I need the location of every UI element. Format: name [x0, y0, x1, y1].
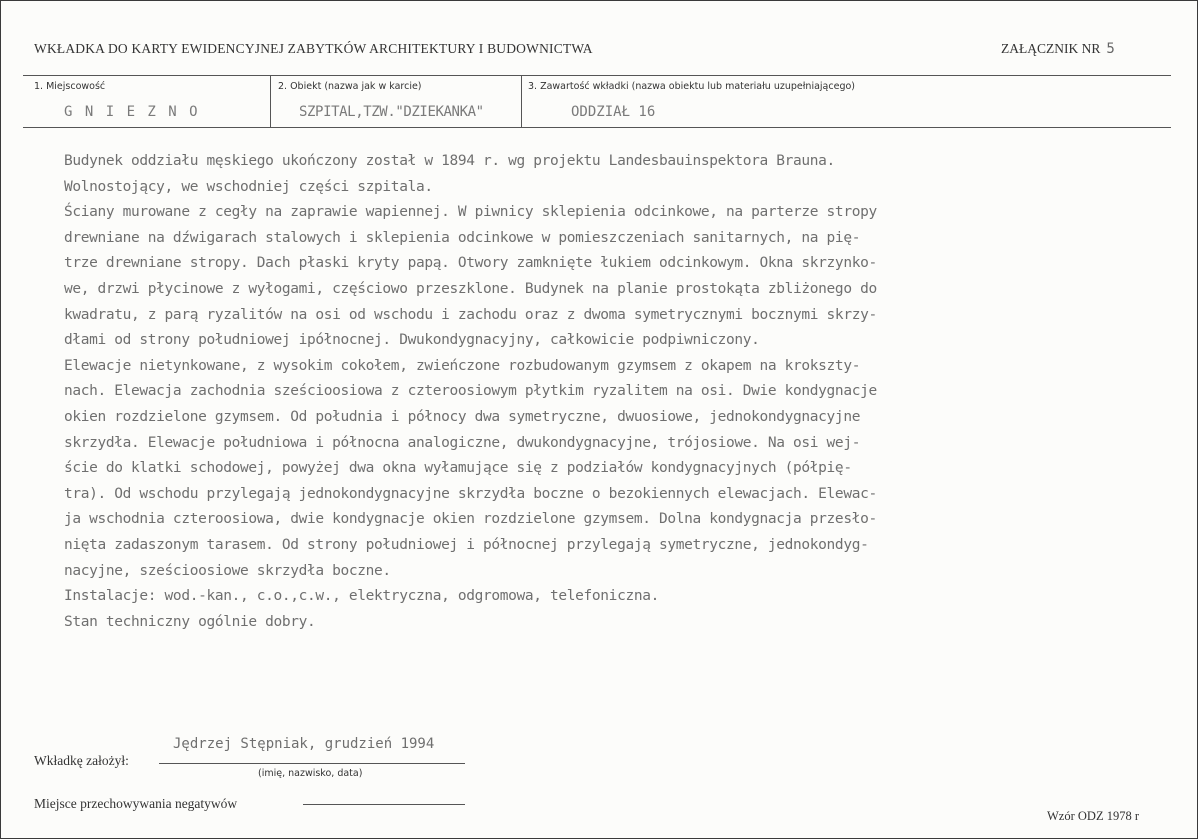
storage-label: Miejsce przechowywania negatywów: [34, 796, 238, 811]
field-divider-1: [270, 76, 271, 127]
object-label: 2. Obiekt (nazwa jak w karcie): [278, 81, 422, 92]
description-line: ście do klatki schodowej, powyżej dwa okna wyłamujące się z podziałów kondygnacyjnych (półpię-: [64, 460, 852, 477]
description-line: nacyjne, sześcioosiowe skrzydła boczne.: [64, 562, 391, 579]
description-line: tra). Od wschodu przylegają jednokondygnacyjne skrzydła boczne o bezokiennych elewacjach. Elewac-: [64, 485, 877, 502]
description-line: dłami od strony południowej ipółnocnej. Dwukondygnacyjny, całkowicie podpiwniczony.: [64, 332, 760, 349]
description-line: Stan techniczny ogólnie dobry.: [64, 613, 316, 630]
description-line: trze drewniane stropy. Dach płaski kryty papą. Otwory zamknięte łukiem odcinkowym. Okna skrzynko-: [64, 255, 877, 272]
card-title: WKŁADKA DO KARTY EWIDENCYJNEJ ZABYTKÓW ARCHITEKTURY I BUDOWNICTWA: [34, 41, 593, 56]
form-template-code: Wzór ODZ 1978 r: [1047, 809, 1139, 823]
description-line: Wolnostojący, we wschodniej części szpitala.: [64, 178, 433, 195]
description-line: skrzydła. Elewacje południowa i północna analogiczne, dwukondygnacyjne, trójosiowe. Na osi wej-: [64, 434, 861, 451]
description-line: Ściany murowane z cegły na zaprawie wapiennej. W piwnicy sklepienia odcinkowe, na parterze stropy: [64, 204, 877, 221]
contents-value: ODDZIAŁ 16: [571, 104, 656, 120]
fields-top-rule: [23, 75, 1171, 76]
contents-label: 3. Zawartość wkładki (nazwa obiektu lub materiału uzupełniającego): [528, 81, 855, 92]
description-line: Budynek oddziału męskiego ukończony został w 1894 r. wg projektu Landesbauinspektora Brauna.: [64, 153, 835, 169]
signature-label: Wkładkę założył:: [34, 753, 129, 768]
object-value: SZPITAL,TZW."DZIEKANKA": [299, 104, 484, 120]
description-text: [64, 149, 1064, 635]
description-line: Instalacje: wod.-kan., c.o.,c.w., elektryczna, odgromowa, telefoniczna.: [64, 588, 659, 605]
storage-line: [303, 804, 465, 805]
attachment-number: 5: [1106, 41, 1115, 57]
locality-label: 1. Miejscowość: [34, 81, 106, 92]
attachment-label-text: ZAŁĄCZNIK NR: [1001, 41, 1101, 56]
description-line: nach. Elewacja zachodnia sześcioosiowa z czteroosiowym płytkim ryzalitem na osi. Dwie kondygnacje: [64, 383, 877, 400]
signature-line: [159, 763, 465, 764]
attachment-label: [1001, 41, 1115, 57]
field-divider-2: [521, 76, 522, 127]
signature-value: Jędrzej Stępniak, grudzień 1994: [173, 736, 435, 752]
description-line: ja wschodnia czteroosiowa, dwie kondygnacje okien rozdzielone gzymsem. Dolna kondygnacja przesło-: [64, 511, 877, 528]
fields-bottom-rule: [23, 127, 1171, 128]
description-line: okien rozdzielone gzymsem. Od południa i północy dwa symetryczne, dwuosiowe, jednokondygnacyjne: [64, 408, 861, 425]
description-line: Elewacje nietynkowane, z wysokim cokołem, zwieńczone rozbudowanym gzymsem z okapem na krokszty-: [64, 357, 861, 374]
description-line: nięta zadaszonym tarasem. Od strony południowej i północnej przylegają symetryczne, jednokondyg-: [64, 536, 869, 553]
description-line: kwadratu, z parą ryzalitów na osi od wschodu i zachodu oraz z dwoma symetrycznymi bocznymi skrzy-: [64, 306, 877, 323]
description-line: drewniane na dźwigarach stalowych i sklepienia odcinkowe w pomieszczeniach sanitarnych, na pię-: [64, 229, 861, 246]
locality-value: G N I E Z N O: [64, 104, 200, 120]
signature-caption: (imię, nazwisko, data): [258, 768, 363, 779]
description-line: we, drzwi płycinowe z wyłogami, częściowo przeszklone. Budynek na planie prostokąta zbliżonego do: [64, 280, 877, 297]
